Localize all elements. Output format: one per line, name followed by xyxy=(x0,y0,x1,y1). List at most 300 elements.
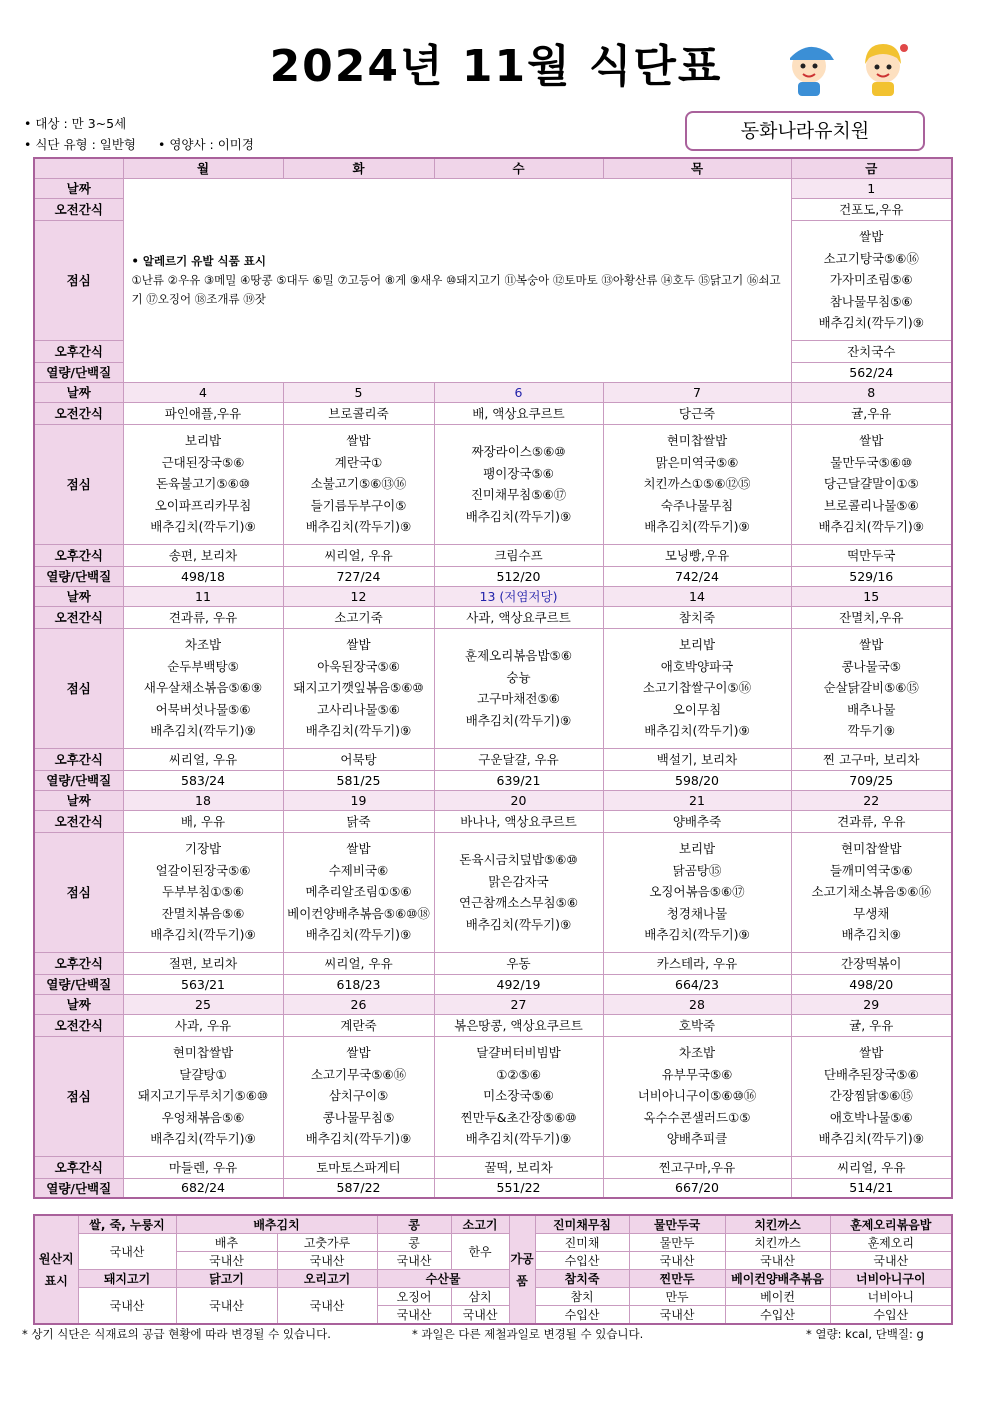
am-snack-cell: 닭죽 xyxy=(283,810,434,832)
dish: 수제비국⑥ xyxy=(328,862,389,878)
am-snack-cell: 바나나, 액상요쿠르트 xyxy=(434,810,603,832)
lunch-cell xyxy=(123,832,283,952)
origin-sub: 콩 xyxy=(377,1234,451,1252)
dish: 보리밥 xyxy=(678,637,716,653)
day-header: 수 xyxy=(434,158,603,178)
date-cell: 20 xyxy=(434,790,603,810)
kcal-cell: 667/20 xyxy=(603,1178,791,1198)
kcal-cell: 563/21 xyxy=(123,974,283,994)
dish: 배추김치(깍두기)⑨ xyxy=(150,723,256,739)
day-header: 월 xyxy=(123,158,283,178)
processed-origin: 수입산 xyxy=(535,1306,629,1325)
date-cell: 19 xyxy=(283,790,434,810)
processed-header: 치킨까스 xyxy=(725,1215,830,1234)
pm-snack-cell: 모닝빵,우유 xyxy=(603,544,791,566)
origin-value: 국내산 xyxy=(78,1234,176,1270)
date-cell: 12 xyxy=(283,586,434,606)
processed-origin: 수입산 xyxy=(535,1252,629,1270)
processed-origin: 국내산 xyxy=(629,1252,725,1270)
date-cell: 13 (저염저당) xyxy=(434,586,603,606)
dish: 오징어볶음⑤⑥⑰ xyxy=(649,884,745,900)
origin-header: 수산물 xyxy=(377,1270,509,1288)
dish: 순살닭갈비⑤⑥⑮ xyxy=(823,680,919,696)
row-label: 오전간식 xyxy=(34,198,123,220)
day-header: 화 xyxy=(283,158,434,178)
lunch-cell xyxy=(283,628,434,748)
dish: 브로콜리나물⑤⑥ xyxy=(823,497,919,513)
pm-snack-cell: 찐고구마,우유 xyxy=(603,1156,791,1178)
processed-sub: 베이컨 xyxy=(725,1288,830,1306)
kcal-cell: 529/16 xyxy=(791,566,952,586)
row-label: 열량/단백질 xyxy=(34,1178,123,1198)
am-snack-cell: 계란죽 xyxy=(283,1014,434,1036)
row-label: 점심 xyxy=(34,220,123,340)
pm-snack-cell: 절편, 보리차 xyxy=(123,952,283,974)
origin-sub: 배추 xyxy=(176,1234,277,1252)
date-cell: 11 xyxy=(123,586,283,606)
allergy-title: • 알레르기 유발 식품 표시 xyxy=(131,253,266,268)
pm-snack-cell: 크림수프 xyxy=(434,544,603,566)
dish: 깍두기⑨ xyxy=(847,723,895,739)
dish: 돼지고기깻잎볶음⑤⑥⑩ xyxy=(293,680,424,696)
date-cell: 15 xyxy=(791,586,952,606)
kcal-cell: 587/22 xyxy=(283,1178,434,1198)
origin-sub: 삼치 xyxy=(451,1288,509,1306)
row-label: 점심 xyxy=(34,424,123,544)
dish: 배추김치(깍두기)⑨ xyxy=(305,723,412,739)
origin-header: 닭고기 xyxy=(176,1270,277,1288)
dish: 소고기찹쌀구이⑤⑯ xyxy=(642,680,752,696)
dish: 우엉채볶음⑤⑥ xyxy=(161,1109,245,1125)
dish: 훈제오리볶음밥⑤⑥ xyxy=(465,648,572,663)
dish: 소고기탕국⑤⑥⑯ xyxy=(823,250,919,266)
corner-header xyxy=(34,158,123,178)
origin-header: 배추김치 xyxy=(176,1215,377,1234)
am-snack-cell: 소고기죽 xyxy=(283,606,434,628)
row-label: 오전간식 xyxy=(34,606,123,628)
dish: 쌀밥 xyxy=(346,1045,371,1061)
page-title: 2024년 11월 식단표 xyxy=(269,41,723,92)
dish: 콩나물국⑤ xyxy=(841,658,901,674)
dish: 미소장국⑤⑥ xyxy=(483,1088,554,1104)
row-label: 점심 xyxy=(34,1036,123,1156)
origin-table xyxy=(33,1214,953,1325)
processed-header: 참치죽 xyxy=(535,1270,629,1288)
kcal-cell: 682/24 xyxy=(123,1178,283,1198)
lunch-cell xyxy=(123,628,283,748)
lunch-cell xyxy=(434,1036,603,1156)
allergy-list: ①난류 ②우유 ③메밀 ④땅콩 ⑤대두 ⑥밀 ⑦고등어 ⑧게 ⑨새우 ⑩돼지고기 ⑪복숭아 ⑫토마토 ⑬아황산류 ⑭호두 ⑮닭고기 ⑯쇠고기 ⑰오징어 ⑱조개류 ⑲잣 xyxy=(131,272,781,306)
dish: 오이무침 xyxy=(672,701,722,717)
dish: 배추김치(깍두기)⑨ xyxy=(818,519,924,535)
kcal-cell: 583/24 xyxy=(123,770,283,790)
dish: 쌀밥 xyxy=(346,433,371,449)
kcal-cell: 598/20 xyxy=(603,770,791,790)
dish: 쌀밥 xyxy=(859,637,884,653)
dish: 새우살채소볶음⑤⑥⑨ xyxy=(143,680,263,696)
date-cell: 21 xyxy=(603,790,791,810)
am-snack-cell: 귤,우유 xyxy=(791,402,952,424)
kcal-cell: 551/22 xyxy=(434,1178,603,1198)
lunch-cell xyxy=(434,628,603,748)
kcal-cell: 742/24 xyxy=(603,566,791,586)
dish: 돈육불고기⑤⑥⑩ xyxy=(156,476,250,492)
dish: 순두부백탕⑤ xyxy=(167,658,239,674)
kcal-cell: 709/25 xyxy=(791,770,952,790)
dish: 가자미조림⑤⑥ xyxy=(829,272,913,288)
dish: 배추김치(깍두기)⑨ xyxy=(644,723,750,739)
row-label: 오전간식 xyxy=(34,810,123,832)
origin-value: 국내산 xyxy=(451,1306,509,1325)
dish: 돈육시금치덮밥⑤⑥⑩ xyxy=(459,852,578,867)
lunch-cell xyxy=(791,1036,952,1156)
dish: 소불고기⑤⑥⑬⑯ xyxy=(310,476,407,492)
row-label: 열량/단백질 xyxy=(34,770,123,790)
origin-sub: 오징어 xyxy=(377,1288,451,1306)
dish: 애호박양파국 xyxy=(660,658,734,674)
row-label: 오전간식 xyxy=(34,1014,123,1036)
lunch-cell xyxy=(283,1036,434,1156)
dish: 숙주나물무침 xyxy=(660,497,734,513)
processed-header: 베이컨양배추볶음 xyxy=(725,1270,830,1288)
dish: 짜장라이스⑤⑥⑩ xyxy=(471,444,566,459)
dish: 쌀밥 xyxy=(859,229,884,245)
kcal-cell: 664/23 xyxy=(603,974,791,994)
dish: 연근참깨소스무침⑤⑥ xyxy=(458,895,578,910)
row-label: 오후간식 xyxy=(34,748,123,770)
origin-sub: 고춧가루 xyxy=(277,1234,377,1252)
dish: 고구마채전⑤⑥ xyxy=(477,691,560,706)
origin-value: 국내산 xyxy=(78,1288,176,1325)
pm-snack-cell: 씨리얼, 우유 xyxy=(283,952,434,974)
date-cell: 22 xyxy=(791,790,952,810)
dish: 달걀버터비빔밥 xyxy=(476,1045,561,1061)
dish: 너비아니구이⑤⑥⑩⑯ xyxy=(637,1088,757,1104)
footer-note-2: * 과일은 다른 제철과일로 변경될 수 있습니다. xyxy=(412,1327,644,1341)
dish: 맑은감자국 xyxy=(488,873,549,889)
dish: 간장찜닭⑤⑥⑮ xyxy=(829,1088,913,1104)
row-label: 열량/단백질 xyxy=(34,566,123,586)
row-label: 날짜 xyxy=(34,790,123,810)
footer-note-1: * 상기 식단은 식재료의 공급 현황에 따라 변경될 수 있습니다. xyxy=(22,1327,331,1341)
pm-snack-cell: 씨리얼, 우유 xyxy=(283,544,434,566)
date-cell: 8 xyxy=(791,382,952,402)
dish: 근대된장국⑤⑥ xyxy=(161,454,245,470)
processed-header: 찐만두 xyxy=(629,1270,725,1288)
dish: 배추김치(깍두기)⑨ xyxy=(644,927,750,943)
dish: 기장밥 xyxy=(184,841,222,857)
row-label: 오후간식 xyxy=(34,952,123,974)
pm-snack-cell: 어묵탕 xyxy=(283,748,434,770)
date-cell: 1 xyxy=(791,178,952,198)
lunch-cell xyxy=(791,424,952,544)
date-cell: 6 xyxy=(434,382,603,402)
row-label: 열량/단백질 xyxy=(34,974,123,994)
dish: 두부부침①⑤⑥ xyxy=(162,884,244,900)
dish: 베이컨양배추볶음⑤⑥⑩⑱ xyxy=(287,905,430,921)
origin-value: 국내산 xyxy=(377,1252,451,1270)
dish: 오이파프리카무침 xyxy=(154,497,252,513)
pm-snack-cell: 간장떡볶이 xyxy=(791,952,952,974)
lunch-cell xyxy=(283,424,434,544)
am-snack-cell: 견과류, 우유 xyxy=(791,810,952,832)
origin-value: 국내산 xyxy=(277,1252,377,1270)
nutritionist-info: • 영양사 : 이미경 xyxy=(158,137,254,152)
date-cell: 7 xyxy=(603,382,791,402)
kcal-cell: 727/24 xyxy=(283,566,434,586)
kcal-cell: 639/21 xyxy=(434,770,603,790)
pm-snack-cell: 잔치국수 xyxy=(791,340,952,362)
lunch-cell xyxy=(123,424,283,544)
dish: 현미찹쌀밥 xyxy=(172,1045,234,1061)
am-snack-cell: 볶은땅콩, 액상요쿠르트 xyxy=(434,1014,603,1036)
origin-header: 소고기 xyxy=(451,1215,509,1234)
dish: 배추김치(깍두기)⑨ xyxy=(465,1131,572,1147)
dish: 계란국① xyxy=(334,454,383,470)
processed-origin: 국내산 xyxy=(629,1306,725,1325)
dish: 애호박나물⑤⑥ xyxy=(829,1109,913,1125)
dish: 얼갈이된장국⑤⑥ xyxy=(155,862,251,878)
dish: 옥수수콘샐러드①⑤ xyxy=(643,1109,751,1125)
processed-sub: 너비아니 xyxy=(830,1288,952,1306)
dish: 메추리알조림①⑤⑥ xyxy=(305,884,412,900)
date-cell: 5 xyxy=(283,382,434,402)
dish: 삼치구이⑤ xyxy=(328,1088,389,1104)
row-label: 오전간식 xyxy=(34,402,123,424)
dish: 배추김치(깍두기)⑨ xyxy=(305,1131,412,1147)
dish: 배추김치(깍두기)⑨ xyxy=(644,519,750,535)
dish: 단배추된장국⑤⑥ xyxy=(823,1066,919,1082)
processed-header: 너비아니구이 xyxy=(830,1270,952,1288)
dish: 보리밥 xyxy=(184,433,222,449)
kcal-cell: 562/24 xyxy=(791,362,952,382)
dish: 배추김치(깍두기)⑨ xyxy=(465,508,572,524)
dish: 청경채나물 xyxy=(666,905,728,921)
row-label: 점심 xyxy=(34,832,123,952)
row-label: 점심 xyxy=(34,628,123,748)
dish: 배추김치(깍두기)⑨ xyxy=(465,916,572,932)
am-snack-cell: 배, 액상요쿠르트 xyxy=(434,402,603,424)
origin-value: 국내산 xyxy=(176,1252,277,1270)
dish: 쌀밥 xyxy=(346,637,371,653)
date-cell: 26 xyxy=(283,994,434,1014)
row-label: 날짜 xyxy=(34,382,123,402)
date-cell: 14 xyxy=(603,586,791,606)
dish: 콩나물무침⑤ xyxy=(322,1109,395,1125)
am-snack-cell: 양배추죽 xyxy=(603,810,791,832)
dish: 고사리나물⑤⑥ xyxy=(317,701,400,717)
dish: 아욱된장국⑤⑥ xyxy=(317,658,400,674)
dish: 맑은미역국⑤⑥ xyxy=(655,454,739,470)
dish: 배추김치(깍두기)⑨ xyxy=(818,1131,924,1147)
processed-sub: 참치 xyxy=(535,1288,629,1306)
dish: 물만두국⑤⑥⑩ xyxy=(830,454,913,470)
processed-label: 가공품 xyxy=(509,1215,535,1324)
dish: 배추김치(깍두기)⑨ xyxy=(150,1131,256,1147)
row-label: 날짜 xyxy=(34,994,123,1014)
dish: 배추김치(깍두기)⑨ xyxy=(465,712,572,728)
row-label: 오후간식 xyxy=(34,544,123,566)
am-snack-cell: 견과류, 우유 xyxy=(123,606,283,628)
lunch-cell xyxy=(603,424,791,544)
dish: 들깨미역국⑤⑥ xyxy=(829,862,913,878)
am-snack-cell: 파인애플,우유 xyxy=(123,402,283,424)
lunch-cell xyxy=(603,832,791,952)
dish: 찐만두&초간장⑤⑥⑩ xyxy=(460,1109,577,1125)
dish: 배추김치⑨ xyxy=(841,927,901,943)
dish: 당근달걀말이①⑤ xyxy=(823,476,919,492)
day-header: 금 xyxy=(791,158,952,178)
origin-label: 원산지 표시 xyxy=(34,1215,78,1324)
date-cell: 18 xyxy=(123,790,283,810)
am-snack-cell: 브로콜리죽 xyxy=(283,402,434,424)
lunch-cell xyxy=(603,1036,791,1156)
dish: 돼지고기두루치기⑤⑥⑩ xyxy=(137,1088,269,1104)
dish: 배추김치(깍두기)⑨ xyxy=(305,927,412,943)
kcal-cell: 492/19 xyxy=(434,974,603,994)
lunch-cell xyxy=(791,628,952,748)
dish: 현미찹쌀밥 xyxy=(841,841,902,857)
dish: 양배추피클 xyxy=(666,1131,728,1147)
am-snack-cell: 호박죽 xyxy=(603,1014,791,1036)
origin-value: 국내산 xyxy=(277,1288,377,1325)
am-snack-cell: 참치죽 xyxy=(603,606,791,628)
origin-value: 국내산 xyxy=(176,1288,277,1325)
dish: 배추나물 xyxy=(847,701,896,717)
kcal-cell: 618/23 xyxy=(283,974,434,994)
boy-mascot-icon xyxy=(778,36,840,98)
origin-header: 돼지고기 xyxy=(78,1270,176,1288)
kcal-cell: 498/18 xyxy=(123,566,283,586)
dish: 소고기무국⑤⑥⑯ xyxy=(310,1066,407,1082)
dish: 쌀밥 xyxy=(346,841,371,857)
processed-origin: 수입산 xyxy=(830,1306,952,1325)
girl-mascot-icon xyxy=(852,36,914,98)
dish: 어묵버섯나물⑤⑥ xyxy=(155,701,251,717)
dish: 잔멸치볶음⑤⑥ xyxy=(161,905,245,921)
processed-header: 훈제오리볶음밥 xyxy=(830,1215,952,1234)
dish: 배추김치(깍두기)⑨ xyxy=(150,519,256,535)
processed-sub: 만두 xyxy=(629,1288,725,1306)
date-cell: 28 xyxy=(603,994,791,1014)
kcal-cell: 498/20 xyxy=(791,974,952,994)
pm-snack-cell: 구운달걀, 우유 xyxy=(434,748,603,770)
dish: 차조밥 xyxy=(678,1045,716,1061)
am-snack-cell: 당근죽 xyxy=(603,402,791,424)
am-snack-cell: 잔멸치,우유 xyxy=(791,606,952,628)
row-label: 날짜 xyxy=(34,178,123,198)
pm-snack-cell: 백설기, 보리차 xyxy=(603,748,791,770)
origin-header: 쌀, 죽, 누룽지 xyxy=(78,1215,176,1234)
pm-snack-cell: 송편, 보리차 xyxy=(123,544,283,566)
processed-header: 물만두국 xyxy=(629,1215,725,1234)
school-name: 동화나라유치원 xyxy=(685,111,925,151)
dish: 들기름두부구이⑤ xyxy=(310,497,407,513)
dish: 배추김치(깍두기)⑨ xyxy=(150,927,256,943)
date-cell: 29 xyxy=(791,994,952,1014)
menu-type-info: • 식단 유형 : 일반형 xyxy=(24,137,137,152)
row-label: 오후간식 xyxy=(34,1156,123,1178)
menu-table xyxy=(33,157,953,1199)
pm-snack-cell: 토마토스파게티 xyxy=(283,1156,434,1178)
allergy-notice xyxy=(123,178,791,382)
origin-header: 콩 xyxy=(377,1215,451,1234)
am-snack-cell: 건포도,우유 xyxy=(791,198,952,220)
dish: 소고기채소볶음⑤⑥⑯ xyxy=(811,884,931,900)
dish: 무생채 xyxy=(853,905,890,921)
dish: 참나물무침⑤⑥ xyxy=(829,293,913,309)
kcal-cell: 514/21 xyxy=(791,1178,952,1198)
dish: 배추김치(깍두기)⑨ xyxy=(818,315,924,331)
target-info: • 대상 : 만 3~5세 xyxy=(24,116,127,131)
dish: 숭늉 xyxy=(506,669,531,685)
lunch-cell xyxy=(434,424,603,544)
dish: 치킨까스①⑤⑥⑫⑮ xyxy=(643,476,751,492)
lunch-cell xyxy=(791,832,952,952)
footer-unit: * 열량: kcal, 단백질: g xyxy=(806,1327,924,1341)
am-snack-cell: 사과, 액상요쿠르트 xyxy=(434,606,603,628)
am-snack-cell: 배, 우유 xyxy=(123,810,283,832)
dish: 보리밥 xyxy=(678,841,716,857)
dish: 배추김치(깍두기)⑨ xyxy=(305,519,412,535)
processed-origin: 국내산 xyxy=(830,1252,952,1270)
pm-snack-cell: 꿀떡, 보리차 xyxy=(434,1156,603,1178)
dish: 팽이장국⑤⑥ xyxy=(483,465,554,481)
origin-value: 한우 xyxy=(451,1234,509,1270)
processed-origin: 수입산 xyxy=(725,1306,830,1325)
row-label: 오후간식 xyxy=(34,340,123,362)
pm-snack-cell: 마들렌, 우유 xyxy=(123,1156,283,1178)
pm-snack-cell: 씨리얼, 우유 xyxy=(123,748,283,770)
lunch-cell xyxy=(123,1036,283,1156)
processed-sub: 치킨까스 xyxy=(725,1234,830,1252)
dish: 현미찹쌀밥 xyxy=(666,433,728,449)
lunch-cell xyxy=(283,832,434,952)
lunch-cell xyxy=(603,628,791,748)
processed-sub: 물만두 xyxy=(629,1234,725,1252)
date-cell: 4 xyxy=(123,382,283,402)
lunch-cell xyxy=(434,832,603,952)
dish: 차조밥 xyxy=(184,637,222,653)
day-header: 목 xyxy=(603,158,791,178)
kcal-cell: 581/25 xyxy=(283,770,434,790)
pm-snack-cell: 찐 고구마, 보리차 xyxy=(791,748,952,770)
pm-snack-cell: 우동 xyxy=(434,952,603,974)
pm-snack-cell: 카스테라, 우유 xyxy=(603,952,791,974)
processed-origin: 국내산 xyxy=(725,1252,830,1270)
pm-snack-cell: 떡만두국 xyxy=(791,544,952,566)
dish: 쌀밥 xyxy=(859,1045,884,1061)
row-label: 열량/단백질 xyxy=(34,362,123,382)
processed-header: 진미채무침 xyxy=(535,1215,629,1234)
pm-snack-cell: 씨리얼, 우유 xyxy=(791,1156,952,1178)
processed-sub: 진미채 xyxy=(535,1234,629,1252)
row-label: 날짜 xyxy=(34,586,123,606)
origin-header: 오리고기 xyxy=(277,1270,377,1288)
dish: ①②⑤⑥ xyxy=(496,1066,541,1082)
date-cell: 27 xyxy=(434,994,603,1014)
origin-value: 국내산 xyxy=(377,1306,451,1325)
am-snack-cell: 사과, 우유 xyxy=(123,1014,283,1036)
date-cell: 25 xyxy=(123,994,283,1014)
dish: 쌀밥 xyxy=(859,433,884,449)
dish: 달걀탕① xyxy=(179,1066,227,1082)
dish: 유부무국⑤⑥ xyxy=(661,1066,733,1082)
dish: 닭곰탕⑮ xyxy=(672,862,722,878)
processed-sub: 훈제오리 xyxy=(830,1234,952,1252)
lunch-cell xyxy=(791,220,952,340)
dish: 진미채무침⑤⑥⑰ xyxy=(470,487,567,502)
